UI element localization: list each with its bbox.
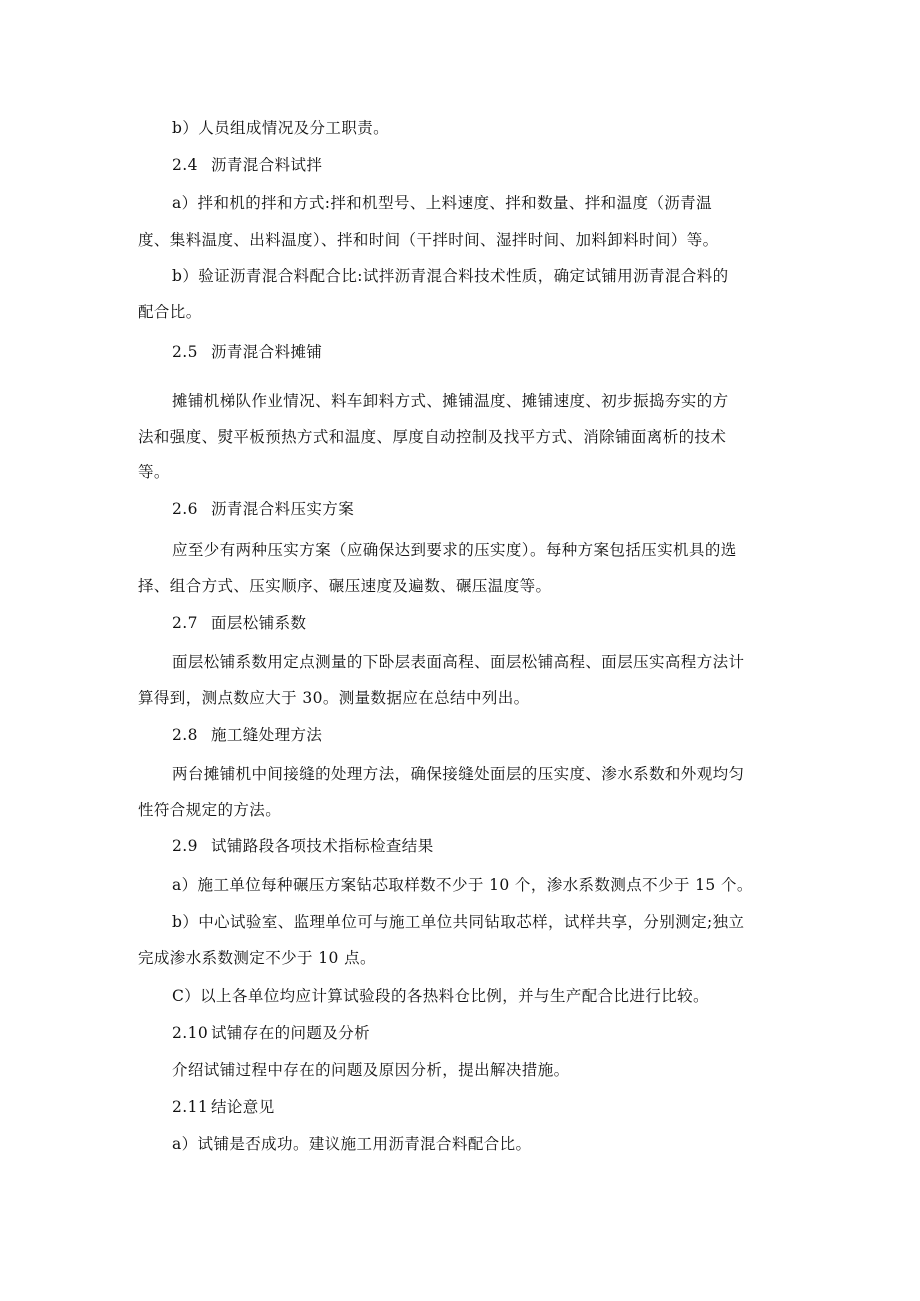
section-number: 2.4 [172,156,198,174]
paragraph-line: C）以上各单位均应计算试验段的各热料仓比例，并与生产配合比进行比较。 [172,987,709,1005]
paragraph-line: 完成渗水系数测定不少于 10 点。 [138,949,376,967]
section-heading-2-5 [172,342,322,362]
section-number: 2.9 [172,837,198,855]
section-heading-2-7 [172,613,306,633]
section-title: 沥青混合料试拌 [211,156,323,174]
section-number: 2.7 [172,614,198,632]
section-title: 结论意见 [211,1098,275,1116]
paragraph-line: 性符合规定的方法。 [138,801,282,819]
paragraph-line: 配合比。 [138,303,202,321]
paragraph-line: a）试铺是否成功。建议施工用沥青混合料配合比。 [172,1135,532,1153]
section-title: 沥青混合料摊铺 [211,343,323,361]
paragraph-line: 等。 [138,463,170,481]
paragraph-line: b）验证沥青混合料配合比:试拌沥青混合料技术性质，确定试铺用沥青混合料的 [172,267,729,285]
section-title: 面层松铺系数 [211,614,307,632]
paragraph-line: 法和强度、熨平板预热方式和温度、厚度自动控制及找平方式、消除铺面离析的技术 [138,428,727,446]
section-heading-2-8 [172,725,322,745]
section-number: 2.6 [172,500,198,518]
paragraph-line: 摊铺机梯队作业情况、料车卸料方式、摊铺温度、摊铺速度、初步振捣夯实的方 [172,392,729,410]
section-heading-2-4 [172,155,322,175]
paragraph-line: 两台摊铺机中间接缝的处理方法，确保接缝处面层的压实度、渗水系数和外观均匀 [172,765,745,783]
section-number: 2.11 [172,1098,209,1116]
section-title: 试铺路段各项技术指标检查结果 [211,837,434,855]
paragraph-line: 择、组合方式、压实顺序、碾压速度及遍数、碾压温度等。 [138,577,552,595]
paragraph-line: 应至少有两种压实方案（应确保达到要求的压实度）。每种方案包括压实机具的选 [172,541,737,559]
section-number: 2.10 [172,1024,209,1042]
section-number: 2.8 [172,726,198,744]
paragraph-line: a）施工单位每种碾压方案钻芯取样数不少于 10 个，渗水系数测点不少于 15 个。 [172,876,753,894]
section-title: 施工缝处理方法 [211,726,323,744]
paragraph-line: b）人员组成情况及分工职责。 [172,119,390,137]
section-heading-2-6 [172,499,354,519]
paragraph-line: b）中心试验室、监理单位可与施工单位共同钻取芯样，试样共享，分别测定;独立 [172,913,745,931]
section-title: 试铺存在的问题及分析 [211,1024,371,1042]
paragraph-line: 介绍试铺过程中存在的问题及原因分析，提出解决措施。 [172,1061,570,1079]
section-heading-2-11 [172,1097,275,1117]
paragraph-line: 度、集料温度、出料温度）、拌和时间（干拌时间、湿拌时间、加料卸料时间）等。 [138,231,719,249]
paragraph-line: a）拌和机的拌和方式:拌和机型号、上料速度、拌和数量、拌和温度（沥青温 [172,194,712,212]
section-number: 2.5 [172,343,198,361]
section-title: 沥青混合料压实方案 [211,500,355,518]
paragraph-line: 算得到，测点数应大于 30。测量数据应在总结中列出。 [138,689,530,707]
paragraph-line: 面层松铺系数用定点测量的下卧层表面高程、面层松铺高程、面层压实高程方法计 [172,653,745,671]
section-heading-2-10 [172,1023,370,1043]
section-heading-2-9 [172,836,434,856]
